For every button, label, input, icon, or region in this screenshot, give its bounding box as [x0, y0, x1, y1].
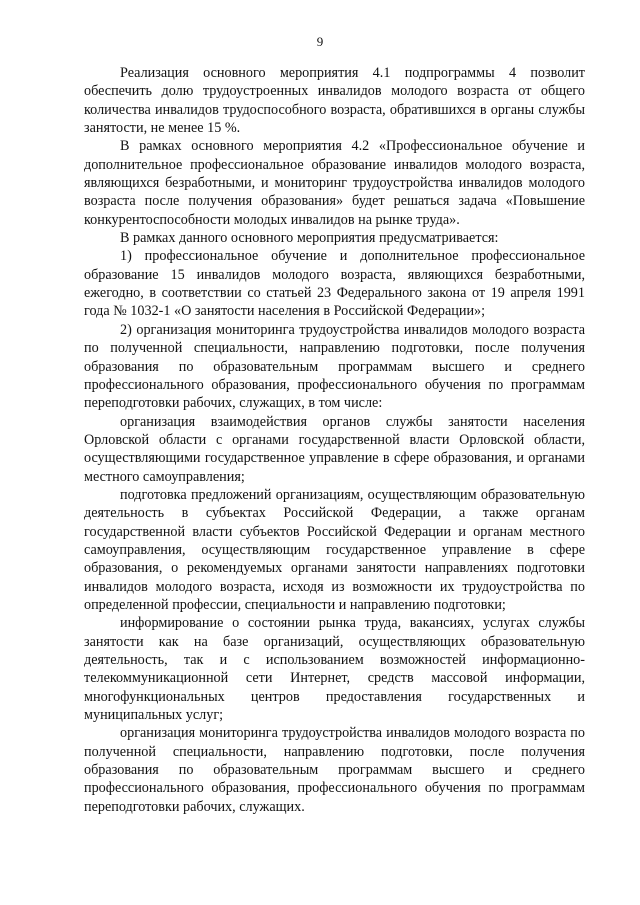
paragraph-item-2-monitoring: 2) организация мониторинга трудоустройства инвалидов молодого возраста по полученной специальности, направлению подготовки, после получения образования по образовательным программам высшего и среднего профессионального образования, профессионального обучения по программам переподготовки рабочих, служащих, в том числе:	[84, 321, 585, 412]
page-number: 9	[316, 34, 324, 49]
paragraph-item-1-training: 1) профессиональное обучение и дополнительное профессиональное образование 15 инвалидов молодого возраста, являющихся безработными, ежегодно, в соответствии со статьей 23 Федерального закона от 19 апреля 1991 года № 1032-1 «О занятости населения в Российской Федерации»;	[84, 248, 585, 320]
paragraph-measure-4-1-result: Реализация основного мероприятия 4.1 подпрограммы 4 позволит обеспечить долю трудоустроенных инвалидов молодого возраста от общего количества инвалидов трудоспособного возраста, обратившихся в органы службы занятости, не менее 15 %.	[84, 65, 585, 137]
paragraph-proposals-preparation: подготовка предложений организациям, осуществляющим образовательную деятельность в субъектах Российской Федерации, а также органам государственной власти субъектов Российской Федерации и органам местного самоуправления, осуществляющим государственное управление в сфере образования, о рекомендуемых органами занятости направлениях подготовки инвалидов молодого возраста, исходя из возможности их трудоустройства по определенной профессии, специальности и направлению подготовки;	[84, 486, 585, 613]
paragraph-labor-market-information: информирование о состоянии рынка труда, вакансиях, услугах службы занятости как на базе организаций, осуществляющих образовательную деятельность, так и с использованием возможностей информационно-телекоммуникационной сети Интернет, средств массовой информации, многофункциональных центров предоставления государственных и муниципальных услуг;	[84, 615, 585, 724]
paragraph-employment-monitoring: организация мониторинга трудоустройства инвалидов молодого возраста по полученной специальности, направлению подготовки, после получения образования по образовательным программам высшего и среднего профессионального образования, профессионального обучения по программам переподготовки рабочих, служащих.	[84, 725, 585, 815]
paragraph-provisions-intro: В рамках данного основного мероприятия предусматривается:	[120, 230, 499, 247]
paragraph-interaction-organization: организация взаимодействия органов службы занятости населения Орловской области с органами государственной власти Орловской области, осуществляющими государственное управление в сфере образования, и органами местного самоуправления;	[84, 413, 585, 485]
document-body	[84, 64, 585, 816]
paragraph-measure-4-2-task: В рамках основного мероприятия 4.2 «Профессиональное обучение и дополнительное профессиональное образование инвалидов молодого возраста, являющихся безработными, и мониторинг трудоустройства инвалидов молодого возраста после получения образования» будет решаться задача «Повышение конкурентоспособности молодых инвалидов на рынке труда».	[84, 138, 585, 228]
